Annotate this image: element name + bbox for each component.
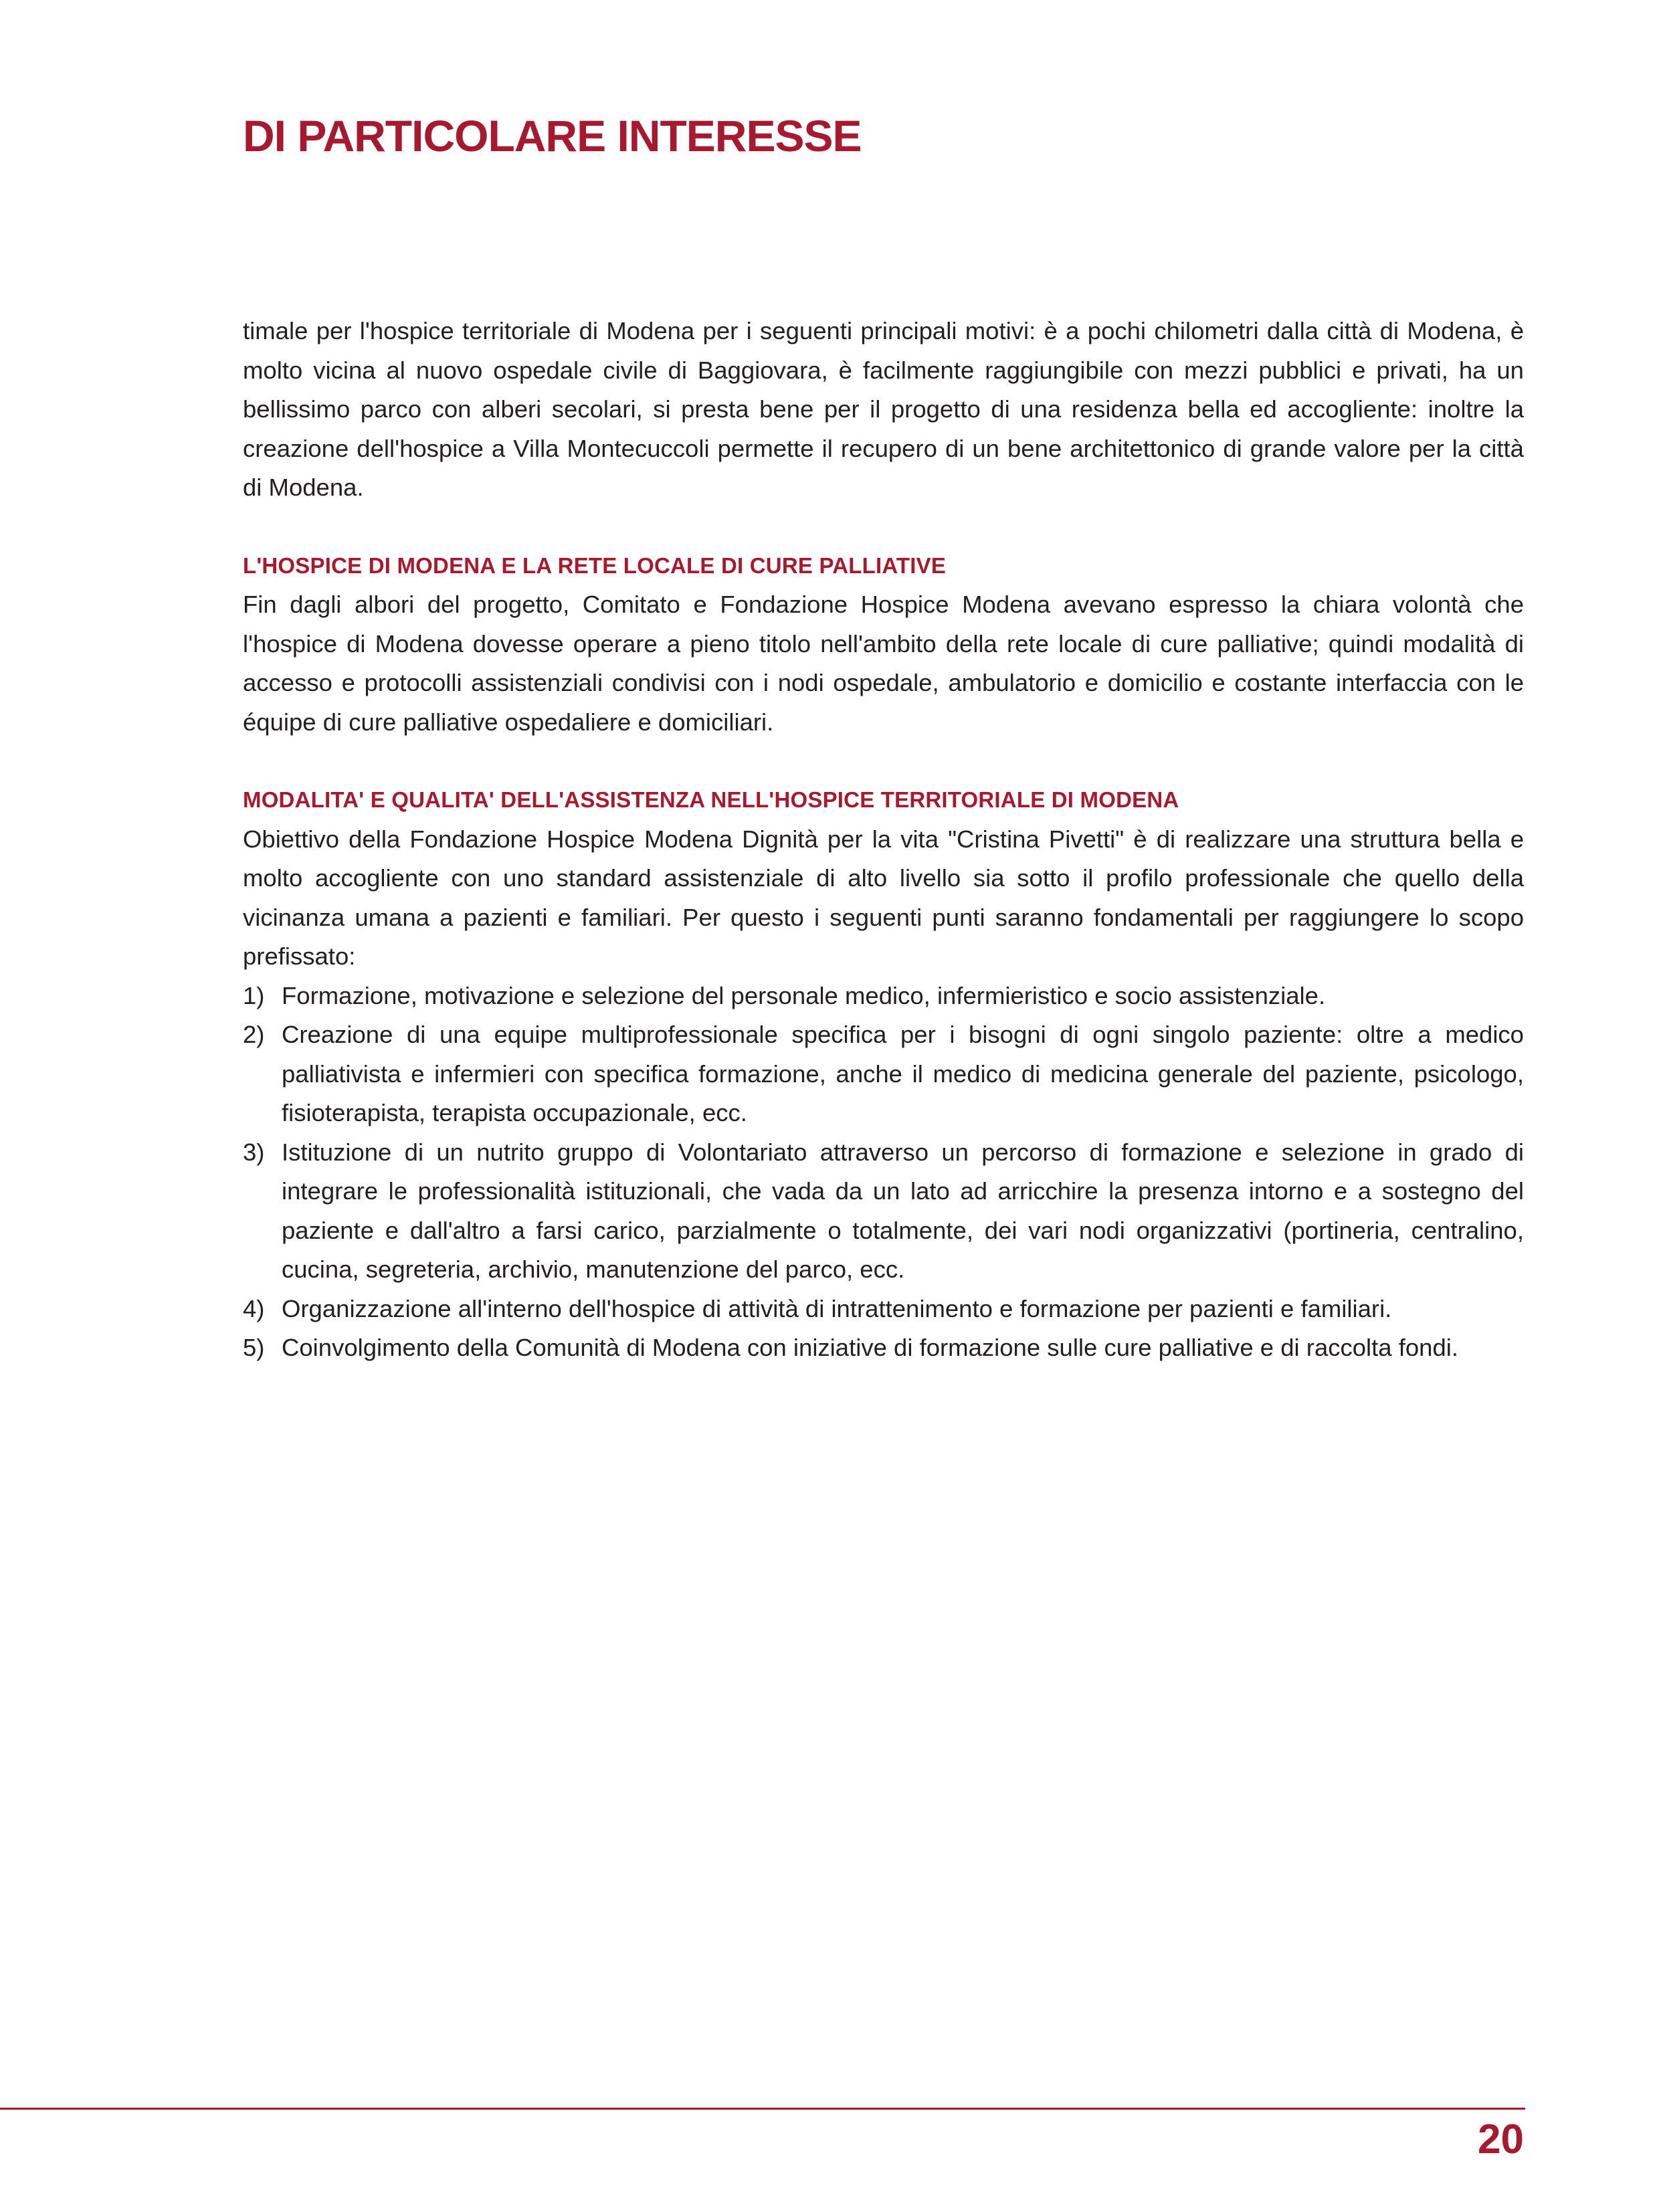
document-body bbox=[243, 312, 1524, 1368]
list-item-number: 5) bbox=[243, 1334, 265, 1361]
list-item bbox=[243, 1328, 1524, 1368]
list-item-number: 1) bbox=[243, 981, 265, 1009]
footer-divider bbox=[0, 2108, 1525, 2110]
section-paragraph-assistenza: Obiettivo della Fondazione Hospice Modena Dignità per la vita "Cristina Pivetti" è di realizzare una struttura bella e molto accogliente con uno standard assistenziale di alto livello sia sotto il profilo professionale che quello della vicinanza umana a pazienti e familiari. Per questo i seguenti punti saranno fondamentali per raggiungere lo scopo prefissato: bbox=[243, 825, 1524, 970]
list-item-text: Formazione, motivazione e selezione del personale medico, infermieristico e socio assistenziale. bbox=[282, 981, 1326, 1009]
numbered-list bbox=[243, 977, 1524, 1368]
spacer bbox=[243, 508, 1524, 546]
list-item-text: Creazione di una equipe multiprofessionale specifica per i bisogni di ogni singolo paziente: oltre a medico palliativista e infermieri con specifica formazione, anche il medico di medicina generale del paziente, psicologo, fisioterapista, terapista occupazionale, ecc. bbox=[282, 1021, 1524, 1126]
list-item bbox=[243, 1133, 1524, 1290]
section-heading-rete-locale: L'HOSPICE DI MODENA E LA RETE LOCALE DI CURE PALLIATIVE bbox=[243, 552, 947, 578]
list-item bbox=[243, 1290, 1524, 1329]
page-title: DI PARTICOLARE INTERESSE bbox=[243, 111, 862, 161]
list-item-text: Istituzione di un nutrito gruppo di Volontariato attraverso un percorso di formazione e selezione in grado di integrare le professionalità istituzionali, che vada da un lato ad arricchire la presenza intorno e a sostegno del paziente e dall'altro a farsi carico, parzialmente o totalmente, dei vari nodi organizzativi (portineria, centralino, cucina, segreteria, archivio, manutenzione del parco, ecc. bbox=[282, 1138, 1524, 1283]
section-heading-assistenza: MODALITA' E QUALITA' DELL'ASSISTENZA NELL'HOSPICE TERRITORIALE DI MODENA bbox=[243, 787, 1179, 812]
page-number: 20 bbox=[1478, 2116, 1524, 2163]
list-item-number: 2) bbox=[243, 1021, 265, 1048]
spacer bbox=[243, 742, 1524, 781]
list-item bbox=[243, 977, 1524, 1016]
list-item-text: Organizzazione all'interno dell'hospice di attività di intrattenimento e formazione per pazienti e familiari. bbox=[282, 1294, 1392, 1322]
intro-paragraph: timale per l'hospice territoriale di Modena per i seguenti principali motivi: è a pochi chilometri dalla città di Modena, è molto vicina al nuovo ospedale civile di Baggiovara, è facilmente raggiungibile con mezzi pubblici e privati, ha un bellissimo parco con alberi secolari, si presta bene per il progetto di una residenza bella ed accogliente: inoltre la creazione dell'hospice a Villa Montecuccoli permette il recupero di un bene architettonico di grande valore per la città di Modena. bbox=[243, 317, 1524, 501]
list-item bbox=[243, 1015, 1524, 1133]
list-item-number: 4) bbox=[243, 1294, 265, 1322]
list-item-number: 3) bbox=[243, 1138, 265, 1166]
list-item-text: Coinvolgimento della Comunità di Modena con iniziative di formazione sulle cure palliative e di raccolta fondi. bbox=[282, 1334, 1459, 1361]
section-paragraph-rete-locale: Fin dagli albori del progetto, Comitato e Fondazione Hospice Modena avevano espresso la chiara volontà che l'hospice di Modena dovesse operare a pieno titolo nell'ambito della rete locale di cure palliative; quindi modalità di accesso e protocolli assistenziali condivisi con i nodi ospedale, ambulatorio e domicilio e costante interfaccia con le équipe di cure palliative ospedaliere e domiciliari. bbox=[243, 591, 1524, 736]
